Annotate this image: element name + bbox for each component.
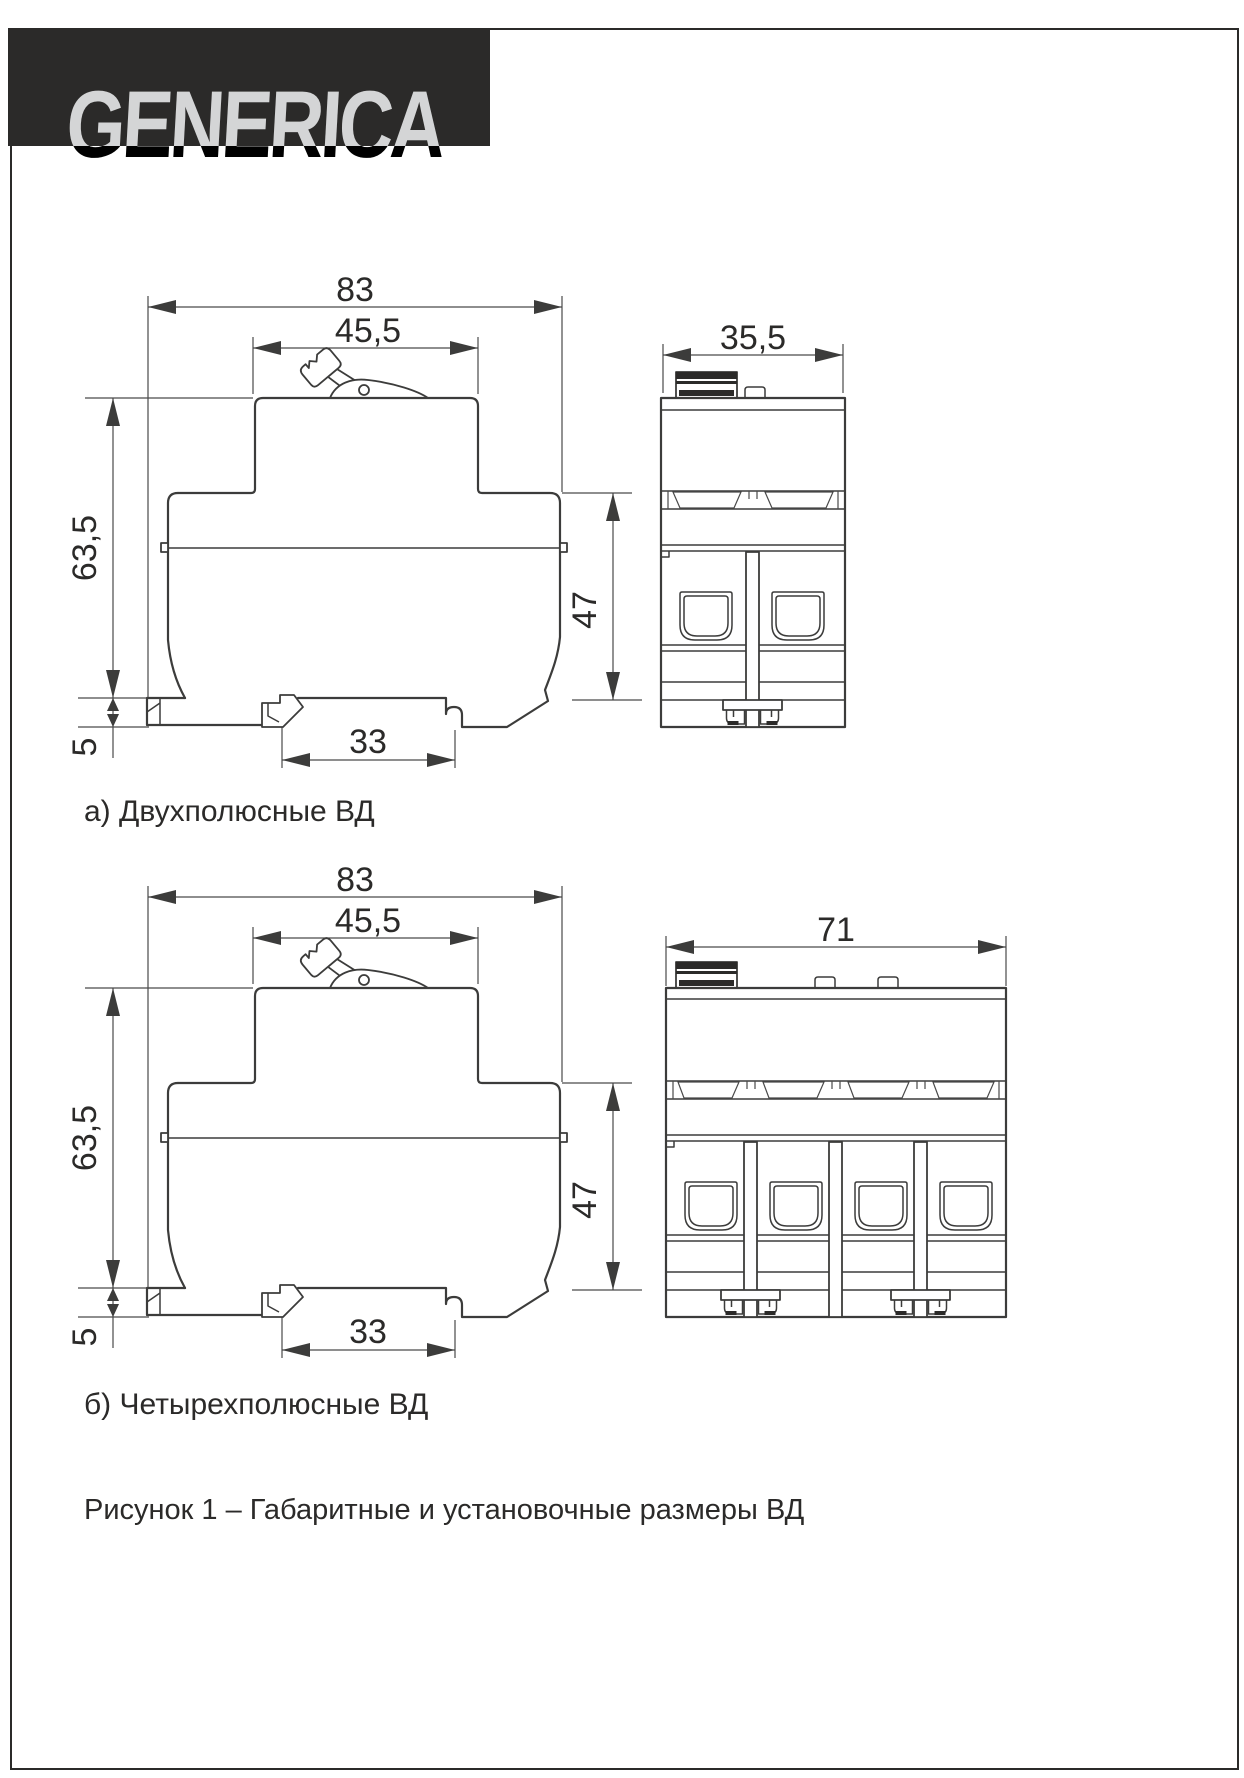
dim-front-width-4pole: 71 [817, 911, 855, 949]
breaker-front-view-4pole [666, 911, 1006, 1317]
top-tab [878, 977, 898, 988]
four-pole-label: б) Четырехполюсные ВД [84, 1388, 429, 1421]
top-tab [815, 977, 835, 988]
top-tab [745, 387, 765, 398]
drawing-two-pole [0, 240, 1244, 790]
drawing-four-pole [0, 850, 1244, 1370]
figure-caption: Рисунок 1 – Габаритные и установочные размеры ВД [84, 1494, 805, 1526]
two-pole-label: а) Двухполюсные ВД [84, 795, 375, 828]
dim-front-width-2pole: 35,5 [719, 319, 787, 357]
pole-divider [829, 1142, 842, 1317]
brand-logo: GENERICA [63, 72, 446, 178]
breaker-front-view-2pole [661, 319, 845, 727]
